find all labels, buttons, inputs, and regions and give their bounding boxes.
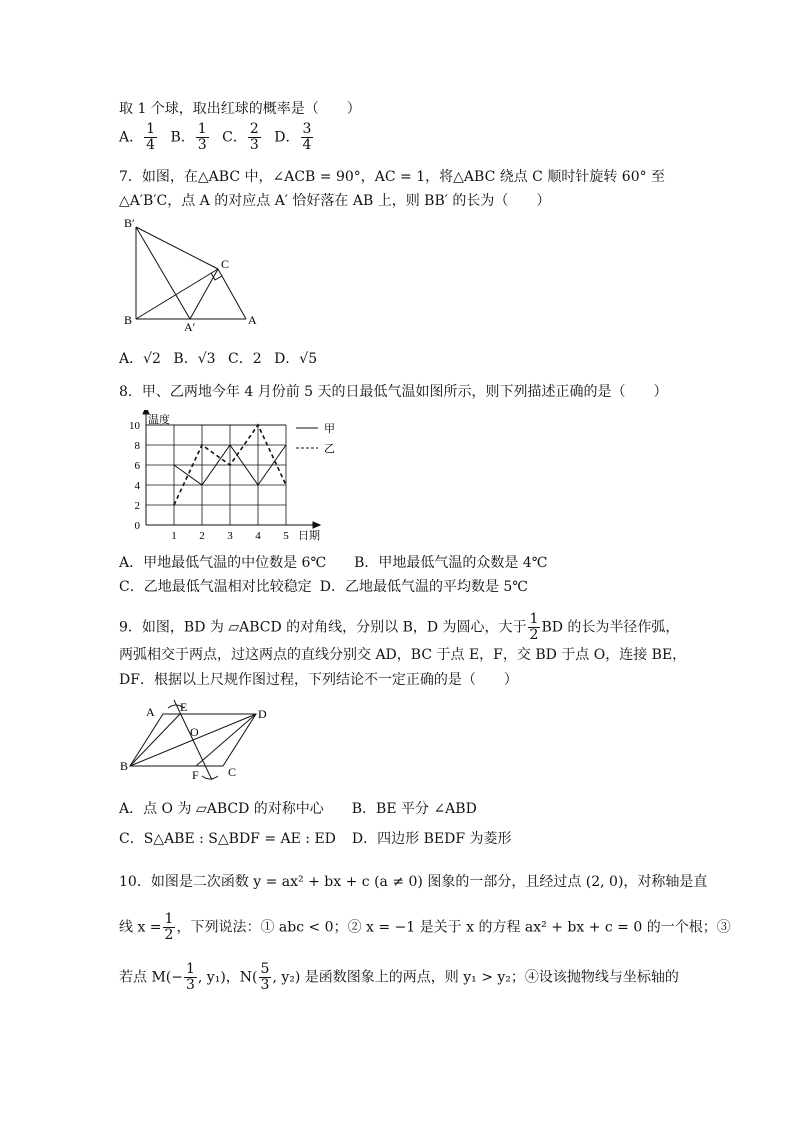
q8-options-row2 (119, 577, 528, 597)
q9-option-c: C．S△ABE : S△BDF = AE : ED (119, 831, 336, 847)
chart-y-tick-2: 2 (134, 500, 140, 512)
q8-temperature-chart (118, 410, 338, 545)
q9-stem-line1: 9．如图，BD 为 ▱ABCD 的对角线，分别以 B，D 为圆心，大于 $\frac{1}{2}$ BD 的长为半径作弧， (119, 611, 680, 643)
q6-option-d: D． $\frac{3}{4}$ (274, 121, 312, 153)
q9-seg-be (130, 714, 180, 766)
q7-option-c: C．2 (227, 351, 262, 367)
q7-stem-line2: △A′B′C，点 A 的对应点 A′ 恰好落在 AB 上，则 BB′ 的长为（ ） (119, 193, 551, 209)
chart-x-tick-1: 1 (171, 530, 177, 542)
q9-label-c: C (228, 765, 237, 779)
chart-x-tick-3: 3 (227, 530, 233, 542)
q8-options-row1 (119, 553, 547, 573)
q7-options (119, 349, 325, 369)
q7-stem-line1: 7．如图，在△ABC 中，∠ACB = 90°，AC = 1，将△ABC 绕点 C 顺时针旋转 60° 至 (119, 169, 666, 185)
q8-option-a: A．甲地最低气温的中位数是 6℃ (119, 555, 327, 571)
q8-option-d: D．乙地最低气温的平均数是 5℃ (319, 579, 528, 595)
q7-label-b: B (124, 313, 133, 327)
q7-label-aprime: A′ (184, 320, 196, 333)
q9-label-b: B (120, 759, 129, 773)
q9-stem-line3: DF．根据以上尺规作图过程，下列结论不一定正确的是（ ） (119, 672, 518, 688)
q9-option-b: B．BE 平分 ∠ABD (351, 801, 477, 817)
q9-label-o: O (190, 725, 199, 739)
q6-option-c: C． $\frac{2}{3}$ (222, 121, 259, 153)
chart-legend-label-1: 甲 (324, 423, 335, 435)
q7-label-c: C (221, 257, 230, 271)
q7-option-d: D．√5 (274, 351, 318, 367)
q9-figure (118, 696, 278, 790)
q6-option-a: A． $\frac{1}{4}$ (119, 121, 156, 153)
q7-figure (118, 215, 268, 337)
q9-label-f: F (192, 768, 199, 782)
q7-seg-aprime-c (190, 269, 218, 319)
chart-x-axis-label: 日期 (298, 530, 320, 542)
chart-y-tick-6: 6 (134, 460, 140, 472)
q9-options-row1 (119, 799, 477, 819)
q6-stem-tail: 取 1 个球，取出红球的概率是（ ） (119, 101, 361, 117)
q7-label-a: A (248, 313, 257, 327)
q8-option-b: B．甲地最低气温的众数是 4℃ (354, 555, 548, 571)
chart-x-axis-arrow (313, 522, 320, 528)
q8-chart (118, 410, 338, 549)
chart-x-tick-2: 2 (199, 530, 205, 542)
chart-x-tick-5: 5 (283, 530, 289, 542)
q10-stem-line1: 10．如图是二次函数 y = ax² + bx + c (a ≠ 0) 图象的一部分，且经过点 (2, 0)，对称轴是直 (119, 874, 708, 890)
q9-option-d: D．四边形 BEDF 为菱形 (351, 831, 512, 847)
chart-y-axis-label: 温度 (148, 414, 170, 426)
chart-y-tick-0: 0 (134, 520, 140, 532)
q9-label-d: D (258, 707, 267, 721)
q10-stem-line2: 线 x = $\frac{1}{2}$ ，下列说法：① abc < 0；② x = −1 是关于 x 的方程 ax² + bx + c = 0 的一个根；③ (119, 911, 731, 943)
q8-option-c: C．乙地最低气温相对比较稳定 (119, 579, 312, 595)
q9-parallelogram-diagram (118, 696, 278, 786)
chart-y-tick-10: 10 (129, 420, 140, 432)
q8-stem: 8．甲、乙两地今年 4 月份前 5 天的日最低气温如图所示，则下列描述正确的是（ ） (119, 384, 668, 400)
q9-seg-df (196, 714, 256, 766)
chart-legend-label-2: 乙 (324, 443, 335, 455)
q7-seg-c-a (218, 269, 246, 319)
q9-label-a: A (146, 705, 155, 719)
chart-x-tick-4: 4 (255, 530, 261, 542)
q7-label-bprime: B′ (124, 216, 135, 230)
q10-stem-line3: 若点 M(− $\frac{1}{3}$ , y₁)，N( $\frac{5}{3}$ , y₂) 是函数图象上的两点，则 y₁ > y₂；④设该抛物线与坐标轴的 (119, 961, 679, 993)
q9-label-e: E (180, 700, 188, 714)
chart-y-tick-8: 8 (134, 440, 140, 452)
q7-option-a: A．√2 (119, 351, 161, 367)
q6-option-b: B． $\frac{1}{3}$ (170, 121, 207, 153)
q7-seg-b-c (136, 269, 218, 319)
q6-options (119, 122, 322, 153)
q7-triangle-diagram (118, 215, 268, 333)
q9-options-row2 (119, 829, 512, 849)
chart-y-tick-4: 4 (134, 480, 140, 492)
q7-option-b: B．√3 (173, 351, 216, 367)
q9-stem-line2: 两弧相交于两点，过这两点的直线分别交 AD，BC 于点 E，F，交 BD 于点 O，连接 BE， (119, 647, 687, 663)
q9-option-a: A．点 O 为 ▱ABCD 的对称中心 (119, 801, 324, 817)
